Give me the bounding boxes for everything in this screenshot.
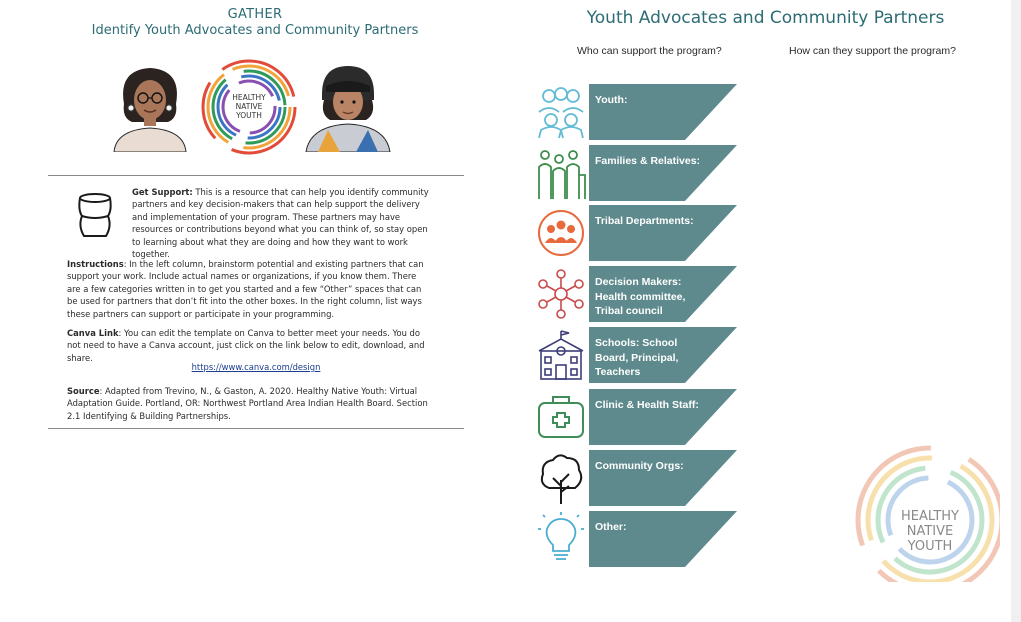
healthy-native-youth-logo [200,58,298,156]
column-header-who: Who can support the program? [577,45,722,57]
canva-label: Canva Link [67,328,119,338]
row-label: Decision Makers: Health committee, Tribal council [595,276,686,317]
pottery-icon [76,192,114,240]
logo-bottom-line-2: NATIVE [906,524,954,539]
woman-avatar-icon [104,60,196,152]
network-icon [535,266,587,322]
partner-row [535,266,745,322]
source-text: : Adapted from Trevino, N., & Gaston, A. 2020. Healthy Native Youth: Virtual Adaptation Guide. Portland, OR: Northwest Portland Area Indian Health Board. Section 2.1 Identifying & Building Partnerships. [67,386,428,421]
instructions-text: : In the left column, brainstorm potential and existing partners that can support your work. Include actual names or organizations, if you know them. There are a few categories written in to get you started and a few “Other” spaces that can be used for partners that don’t fit into the other boxes. In the right column, list ways these partners can support or participate in your programming. [67,259,424,319]
logo-bottom-line-3: YOUTH [907,539,953,554]
get-support-text: This is a resource that can help you identify community partners and key decision-makers that can help support the delivery and implementation of your program. These partners may have resources or contributions beyond what you can think of, so stay open to learning about what they are doing and how they want to work together. [132,187,429,260]
vertical-scrollbar[interactable] [1011,0,1021,622]
page-title: Youth Advocates and Community Partners [586,8,945,28]
right-page [510,0,1021,622]
partner-row [535,327,745,383]
school-icon [535,327,587,383]
partner-row [535,389,745,445]
canva-paragraph [67,327,429,364]
family-icon [535,145,587,201]
row-label: Tribal Departments: [595,215,694,227]
partner-row [535,450,745,506]
divider-bottom [48,428,464,429]
man-avatar-icon [300,60,396,152]
section-label: GATHER [227,7,283,22]
partner-row [535,84,745,140]
partner-row [535,511,745,567]
source-label: Source [67,386,100,396]
partner-row [535,145,745,201]
tree-icon [535,450,587,506]
lightbulb-icon [535,511,587,567]
logo-text-line-3: YOUTH [236,111,262,120]
logo-text-line-1: HEALTHY [232,93,266,102]
get-support-paragraph [132,186,432,260]
canva-text: : You can edit the template on Canva to better meet your needs. You do not need to have a Canva account, just click on the link below to edit, download, and share. [67,328,425,363]
row-label: Other: [595,521,627,533]
instructions-paragraph [67,258,429,320]
illustrations [100,60,400,160]
left-page [0,0,510,622]
medical-kit-icon [535,389,587,445]
row-label: Clinic & Health Staff: [595,399,699,411]
partner-row [535,205,745,261]
logo-bottom-line-1: HEALTHY [901,509,959,524]
get-support-label: Get Support: [132,187,193,197]
instructions-label: Instructions [67,259,124,269]
column-header-how: How can they support the program? [789,45,956,57]
divider-top [48,175,464,176]
row-label: Families & Relatives: [595,155,701,167]
healthy-native-youth-logo-bottom [850,440,1000,582]
canva-link[interactable]: https://www.canva.com/design [191,362,321,372]
tribal-departments-icon [535,205,587,261]
row-label: Schools: School Board, Principal, Teachers [595,337,679,378]
row-label: Youth: [595,94,628,106]
source-paragraph [67,385,429,422]
youth-icon [535,84,587,140]
logo-text-line-2: NATIVE [235,102,263,111]
row-label: Community Orgs: [595,460,684,472]
page-subtitle: Identify Youth Advocates and Community Partners [91,23,419,38]
